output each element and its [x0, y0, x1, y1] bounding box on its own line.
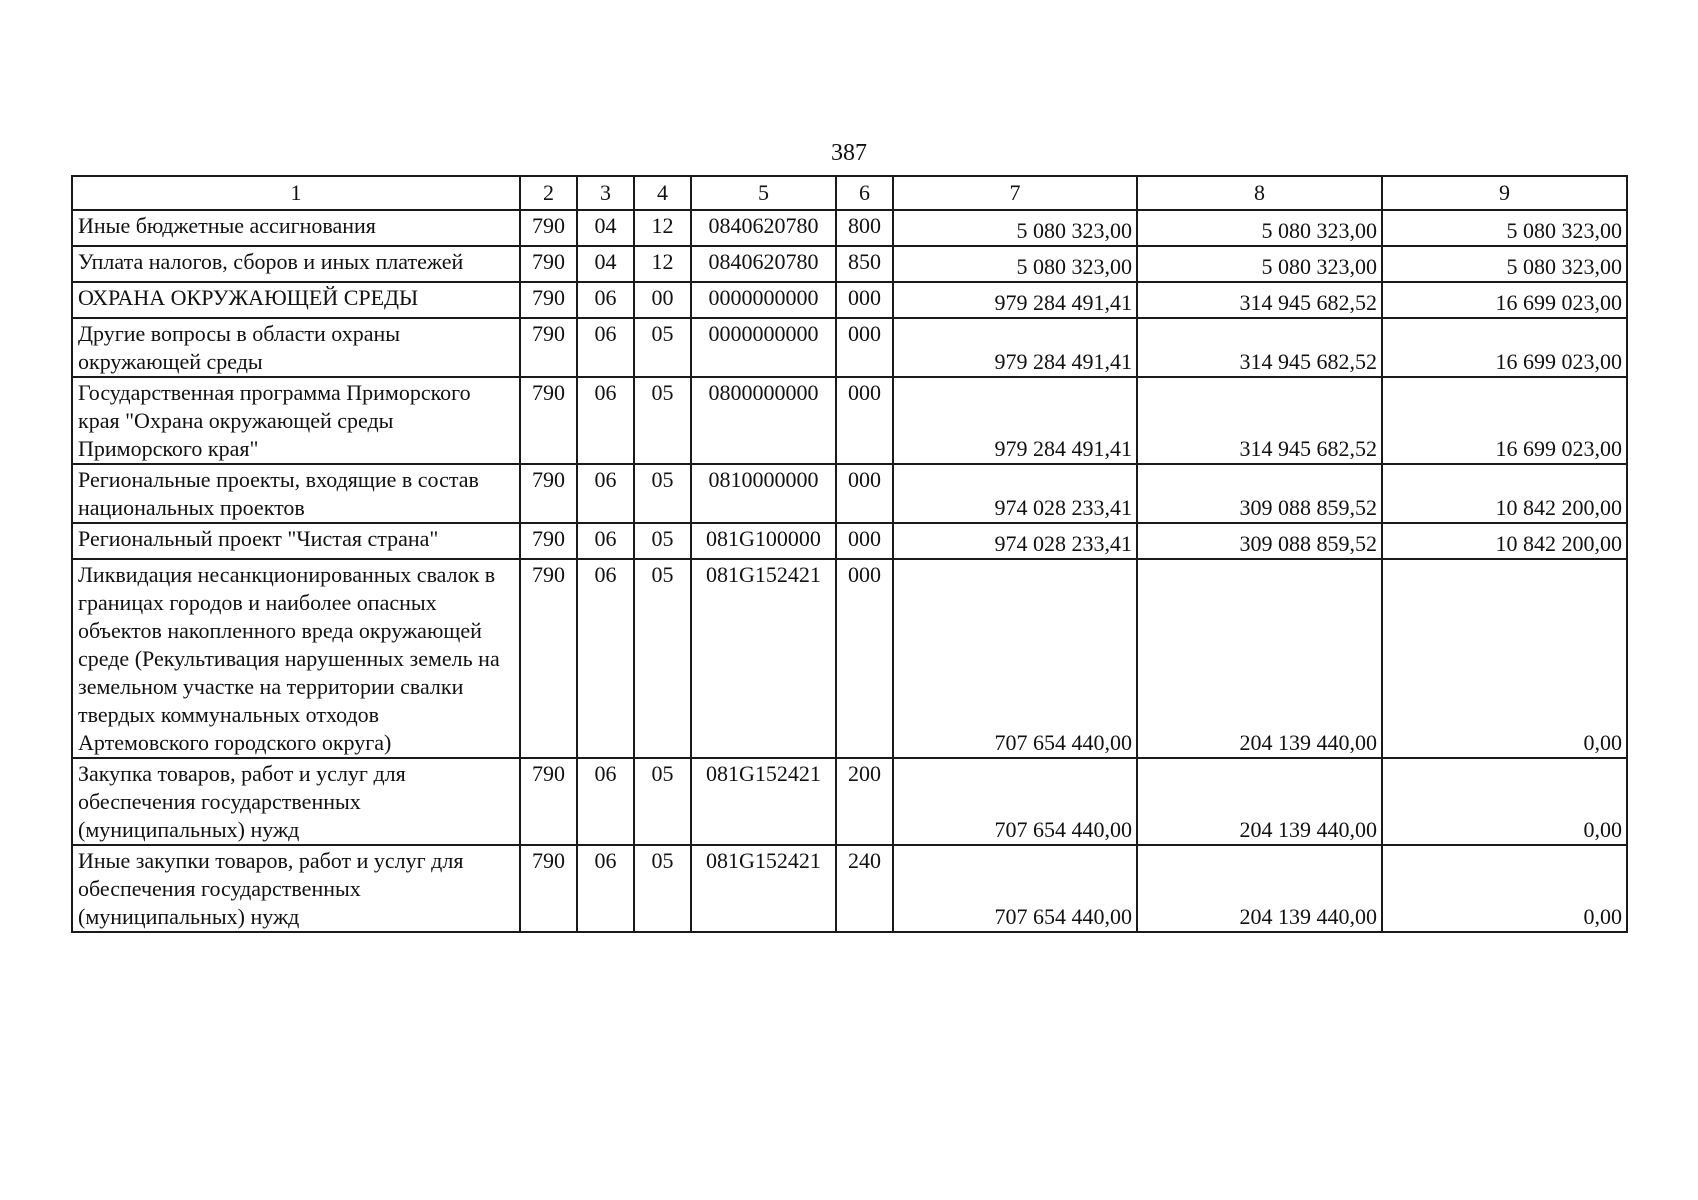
subsection-code-cell: 05 — [634, 318, 691, 377]
table-row — [72, 282, 1627, 318]
target-article-cell: 0000000000 — [691, 318, 836, 377]
admin-code-cell: 790 — [520, 246, 577, 282]
table-row — [72, 845, 1627, 932]
target-article-cell: 081G152421 — [691, 845, 836, 932]
admin-code-cell: 790 — [520, 464, 577, 523]
target-article-cell: 0840620780 — [691, 210, 836, 246]
target-article-cell: 081G152421 — [691, 758, 836, 845]
amount-year-3-cell: 16 699 023,00 — [1382, 377, 1627, 464]
column-header: 6 — [836, 176, 893, 210]
expense-type-cell: 000 — [836, 318, 893, 377]
amount-year-3-cell: 16 699 023,00 — [1382, 318, 1627, 377]
admin-code-cell: 790 — [520, 523, 577, 559]
amount-year-2-cell: 204 139 440,00 — [1137, 758, 1382, 845]
amount-year-2-cell: 204 139 440,00 — [1137, 845, 1382, 932]
admin-code-cell: 790 — [520, 758, 577, 845]
amount-year-3-cell: 10 842 200,00 — [1382, 464, 1627, 523]
table-row — [72, 377, 1627, 464]
amount-year-2-cell: 309 088 859,52 — [1137, 523, 1382, 559]
column-header: 7 — [893, 176, 1137, 210]
section-code-cell: 06 — [577, 318, 634, 377]
target-article-cell: 0000000000 — [691, 282, 836, 318]
subsection-code-cell: 00 — [634, 282, 691, 318]
section-code-cell: 06 — [577, 845, 634, 932]
column-header: 9 — [1382, 176, 1627, 210]
table-row — [72, 464, 1627, 523]
column-header: 2 — [520, 176, 577, 210]
table-row — [72, 559, 1627, 758]
amount-year-2-cell: 314 945 682,52 — [1137, 282, 1382, 318]
amount-year-3-cell: 0,00 — [1382, 559, 1627, 758]
column-header: 3 — [577, 176, 634, 210]
subsection-code-cell: 05 — [634, 758, 691, 845]
subsection-code-cell: 12 — [634, 210, 691, 246]
admin-code-cell: 790 — [520, 318, 577, 377]
amount-year-3-cell: 0,00 — [1382, 845, 1627, 932]
target-article-cell: 081G152421 — [691, 559, 836, 758]
admin-code-cell: 790 — [520, 559, 577, 758]
budget-table — [71, 175, 1628, 933]
target-article-cell: 081G100000 — [691, 523, 836, 559]
row-name-cell: Иные закупки товаров, работ и услуг для обеспечения государственных (муниципальных) нужд — [72, 845, 520, 932]
table-row — [72, 246, 1627, 282]
expense-type-cell: 000 — [836, 282, 893, 318]
amount-year-2-cell: 204 139 440,00 — [1137, 559, 1382, 758]
amount-year-3-cell: 10 842 200,00 — [1382, 523, 1627, 559]
table-row — [72, 210, 1627, 246]
section-code-cell: 06 — [577, 559, 634, 758]
row-name-cell: Региональные проекты, входящие в состав национальных проектов — [72, 464, 520, 523]
admin-code-cell: 790 — [520, 210, 577, 246]
amount-year-1-cell: 5 080 323,00 — [893, 210, 1137, 246]
section-code-cell: 06 — [577, 377, 634, 464]
amount-year-1-cell: 979 284 491,41 — [893, 377, 1137, 464]
expense-type-cell: 000 — [836, 377, 893, 464]
column-header: 8 — [1137, 176, 1382, 210]
column-header: 4 — [634, 176, 691, 210]
subsection-code-cell: 05 — [634, 559, 691, 758]
expense-type-cell: 200 — [836, 758, 893, 845]
table-row — [72, 318, 1627, 377]
subsection-code-cell: 05 — [634, 377, 691, 464]
subsection-code-cell: 12 — [634, 246, 691, 282]
subsection-code-cell: 05 — [634, 523, 691, 559]
amount-year-3-cell: 5 080 323,00 — [1382, 210, 1627, 246]
expense-type-cell: 000 — [836, 559, 893, 758]
admin-code-cell: 790 — [520, 377, 577, 464]
amount-year-2-cell: 314 945 682,52 — [1137, 318, 1382, 377]
subsection-code-cell: 05 — [634, 464, 691, 523]
expense-type-cell: 240 — [836, 845, 893, 932]
row-name-cell: Ликвидация несанкционированных свалок в границах городов и наиболее опасных объектов накопленного вреда окружающей среде (Рекультивация нарушенных земель на земельном участке на территории свалки твердых коммунальных отходов Артемовского городского округа) — [72, 559, 520, 758]
amount-year-1-cell: 707 654 440,00 — [893, 559, 1137, 758]
section-code-cell: 04 — [577, 210, 634, 246]
column-number-row — [72, 176, 1627, 210]
row-name-cell: Уплата налогов, сборов и иных платежей — [72, 246, 520, 282]
admin-code-cell: 790 — [520, 282, 577, 318]
expense-type-cell: 800 — [836, 210, 893, 246]
row-name-cell: ОХРАНА ОКРУЖАЮЩЕЙ СРЕДЫ — [72, 282, 520, 318]
column-header: 1 — [72, 176, 520, 210]
target-article-cell: 0810000000 — [691, 464, 836, 523]
amount-year-1-cell: 5 080 323,00 — [893, 246, 1137, 282]
table-body — [72, 210, 1627, 932]
amount-year-3-cell: 5 080 323,00 — [1382, 246, 1627, 282]
amount-year-1-cell: 707 654 440,00 — [893, 758, 1137, 845]
table-row — [72, 523, 1627, 559]
table-row — [72, 758, 1627, 845]
amount-year-1-cell: 974 028 233,41 — [893, 464, 1137, 523]
target-article-cell: 0840620780 — [691, 246, 836, 282]
row-name-cell: Региональный проект "Чистая страна" — [72, 523, 520, 559]
amount-year-2-cell: 5 080 323,00 — [1137, 246, 1382, 282]
row-name-cell: Государственная программа Приморского края "Охрана окружающей среды Приморского края" — [72, 377, 520, 464]
page-number: 387 — [831, 140, 867, 166]
amount-year-3-cell: 16 699 023,00 — [1382, 282, 1627, 318]
amount-year-1-cell: 974 028 233,41 — [893, 523, 1137, 559]
column-header: 5 — [691, 176, 836, 210]
expense-type-cell: 000 — [836, 523, 893, 559]
amount-year-1-cell: 979 284 491,41 — [893, 318, 1137, 377]
expense-type-cell: 850 — [836, 246, 893, 282]
amount-year-1-cell: 707 654 440,00 — [893, 845, 1137, 932]
section-code-cell: 06 — [577, 464, 634, 523]
subsection-code-cell: 05 — [634, 845, 691, 932]
target-article-cell: 0800000000 — [691, 377, 836, 464]
section-code-cell: 06 — [577, 282, 634, 318]
section-code-cell: 04 — [577, 246, 634, 282]
amount-year-3-cell: 0,00 — [1382, 758, 1627, 845]
row-name-cell: Другие вопросы в области охраны окружающей среды — [72, 318, 520, 377]
row-name-cell: Иные бюджетные ассигнования — [72, 210, 520, 246]
row-name-cell: Закупка товаров, работ и услуг для обеспечения государственных (муниципальных) нужд — [72, 758, 520, 845]
amount-year-2-cell: 309 088 859,52 — [1137, 464, 1382, 523]
amount-year-2-cell: 314 945 682,52 — [1137, 377, 1382, 464]
admin-code-cell: 790 — [520, 845, 577, 932]
amount-year-2-cell: 5 080 323,00 — [1137, 210, 1382, 246]
section-code-cell: 06 — [577, 523, 634, 559]
section-code-cell: 06 — [577, 758, 634, 845]
expense-type-cell: 000 — [836, 464, 893, 523]
amount-year-1-cell: 979 284 491,41 — [893, 282, 1137, 318]
